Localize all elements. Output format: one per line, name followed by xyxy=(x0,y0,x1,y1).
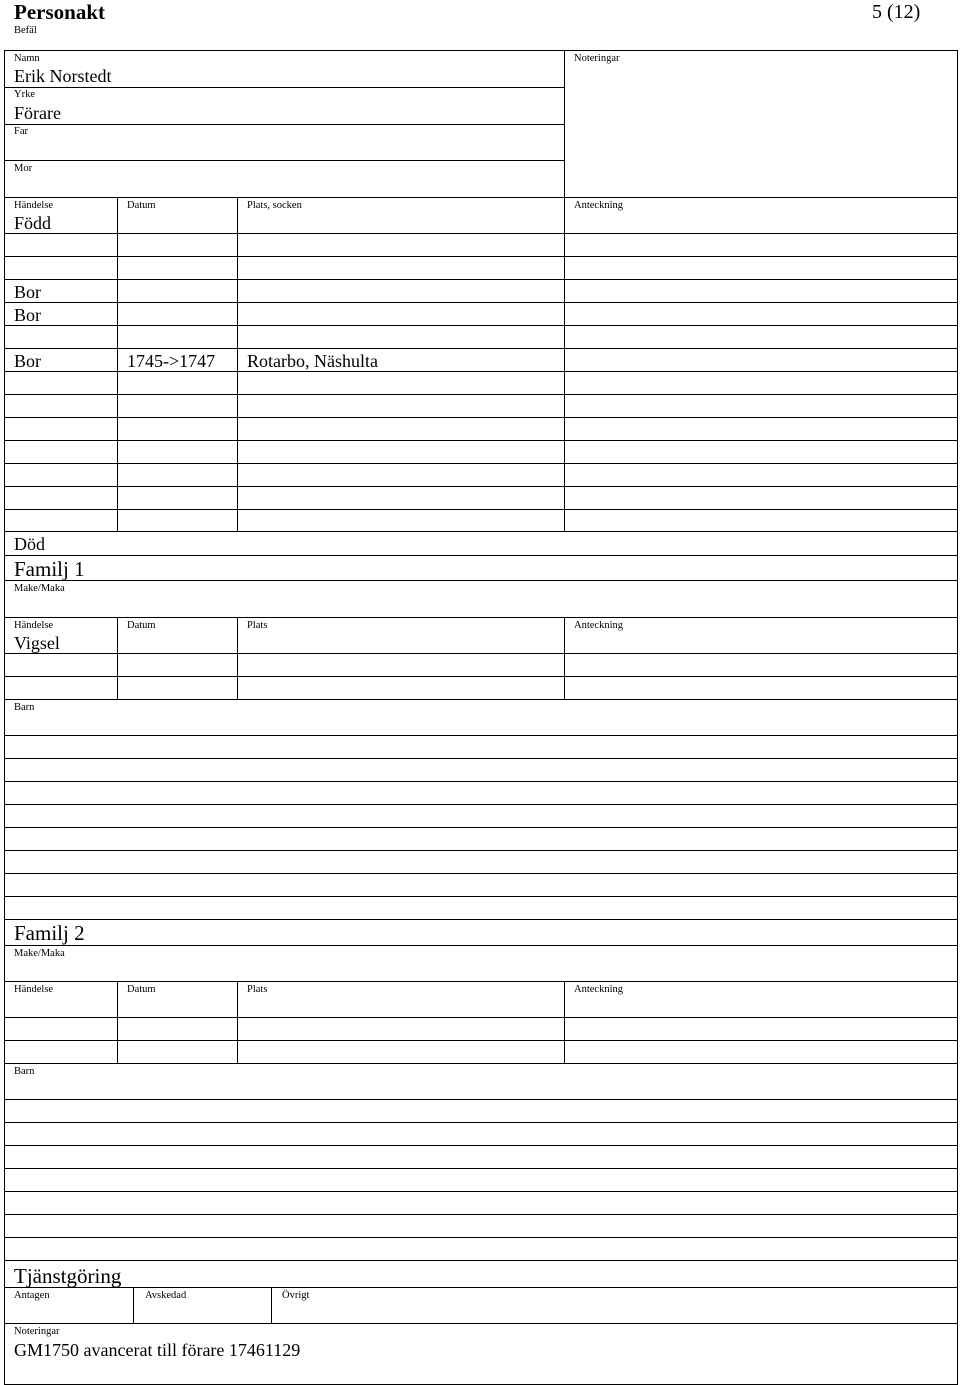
service-notes-value: GM1750 avancerat till förare 17461129 xyxy=(14,1340,301,1360)
place-header: Plats, socken xyxy=(247,200,302,211)
occupation-value: Förare xyxy=(14,103,61,123)
event-row-2: Bor xyxy=(14,305,41,325)
page-number: 5 (12) xyxy=(872,1,921,23)
name-label: Namn xyxy=(14,53,40,64)
event-row-3: Bor xyxy=(14,351,41,371)
family-2-event-header: Händelse xyxy=(14,984,54,995)
service-notes-label: Noteringar xyxy=(14,1326,60,1337)
event-row-3-date: 1745->1747 xyxy=(127,351,216,371)
family-2-place-header: Plats xyxy=(247,984,268,995)
family-1-children-label: Barn xyxy=(14,702,35,713)
mother-label: Mor xyxy=(14,163,33,174)
note-header: Anteckning xyxy=(574,200,623,211)
other-label: Övrigt xyxy=(282,1290,310,1301)
occupation-label: Yrke xyxy=(14,89,35,100)
family-2-title: Familj 2 xyxy=(14,921,85,945)
event-header: Händelse xyxy=(14,200,54,211)
family-1-note-header: Anteckning xyxy=(574,620,623,631)
event-row-1: Bor xyxy=(14,282,41,302)
date-header: Datum xyxy=(127,200,156,211)
discharged-label: Avskedad xyxy=(145,1290,187,1301)
family-1-event: Vigsel xyxy=(14,633,60,653)
family-2-note-header: Anteckning xyxy=(574,984,623,995)
family-1-event-header: Händelse xyxy=(14,620,54,631)
father-label: Far xyxy=(14,126,28,137)
notes-label: Noteringar xyxy=(574,53,620,64)
family-2-date-header: Datum xyxy=(127,984,156,995)
family-1-spouse-label: Make/Maka xyxy=(14,583,65,594)
page-title: Personakt xyxy=(14,0,105,24)
event-row-3-place: Rotarbo, Näshulta xyxy=(247,351,378,371)
enlisted-label: Antagen xyxy=(14,1290,50,1301)
service-title: Tjänstgöring xyxy=(14,1264,122,1288)
page-subtitle: Befäl xyxy=(14,25,37,36)
family-1-place-header: Plats xyxy=(247,620,268,631)
family-2-spouse-label: Make/Maka xyxy=(14,948,65,959)
name-value: Erik Norstedt xyxy=(14,66,112,86)
born-label: Född xyxy=(14,213,52,233)
family-1-date-header: Datum xyxy=(127,620,156,631)
family-1-title: Familj 1 xyxy=(14,557,85,581)
died-label: Död xyxy=(14,534,45,554)
family-2-children-label: Barn xyxy=(14,1066,35,1077)
